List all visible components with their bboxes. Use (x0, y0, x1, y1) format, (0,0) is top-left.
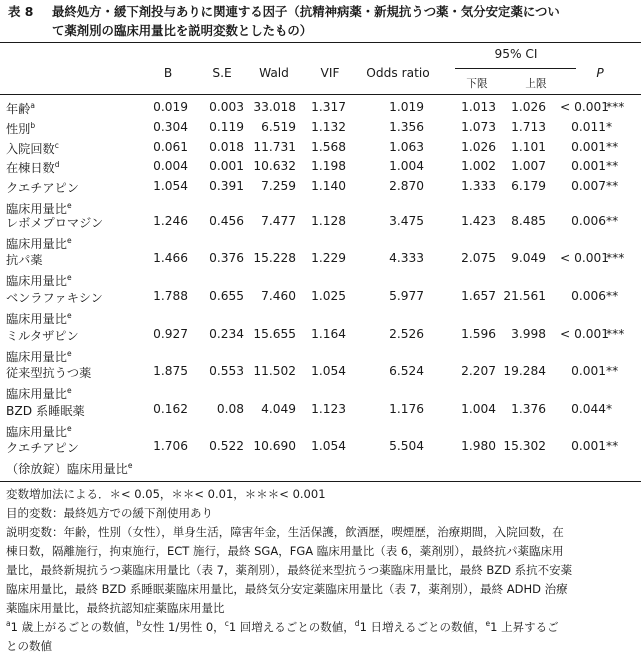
table-title (8, 2, 633, 40)
cell-upper: 1.026 (511, 100, 546, 114)
cell-upper: 8.485 (511, 214, 546, 228)
cell-vif: 1.128 (311, 214, 346, 228)
header-95ci: 95% CI (494, 47, 538, 61)
cell-upper: 3.998 (511, 327, 546, 341)
table-row (0, 179, 641, 216)
cell-p: 0.006** (571, 214, 619, 228)
cell-vif: 1.140 (311, 179, 346, 193)
cell-upper: 15.302 (503, 439, 546, 453)
variable-name-line-2: 臨床用量比$^e$ (6, 349, 72, 364)
note-explanatory-1: 説明変数：年齢，性別（女性），単身生活，障害年金，生活保護，飲酒歴，喫煙歴，治療期間，入院回数，在 (6, 525, 564, 539)
table-notes (6, 485, 636, 656)
cell-odds: 6.524 (389, 364, 424, 378)
ci-subrule (455, 68, 576, 69)
top-rule (0, 42, 641, 43)
variable-name: レボメプロマジン (6, 216, 104, 230)
variable-name: 年齢$^a$ (6, 101, 35, 116)
header-p: P (596, 66, 604, 80)
cell-odds: 3.475 (389, 214, 424, 228)
variable-name-line-2: 臨床用量比$^e$ (6, 424, 72, 439)
variable-name: クエチアピン (6, 441, 79, 455)
variable-name-line-2: 臨床用量比$^e$ (6, 311, 72, 326)
cell-b: 0.162 (153, 402, 188, 416)
variable-name: ミルタザピン (6, 329, 79, 343)
cell-wald: 33.018 (253, 100, 296, 114)
variable-name-line-2: 臨床用量比$^e$ (6, 273, 72, 288)
cell-b: 1.788 (153, 289, 188, 303)
cell-lower: 1.657 (461, 289, 496, 303)
variable-name-line-2: 臨床用量比$^e$ (6, 201, 72, 216)
cell-lower: 2.075 (461, 251, 496, 265)
cell-odds: 2.526 (389, 327, 424, 341)
note-explanatory-4: 臨床用量比，最終 BZD 系睡眠薬臨床用量比，最終気分安定薬臨床用量比（表 7，薬剤別），最終 ADHD 治療 (6, 582, 568, 596)
cell-odds: 5.504 (389, 439, 424, 453)
cell-b: 0.304 (153, 120, 188, 134)
cell-vif: 1.229 (311, 251, 346, 265)
cell-se: 0.456 (209, 214, 244, 228)
cell-lower: 1.596 (461, 327, 496, 341)
cell-se: 0.553 (209, 364, 244, 378)
variable-name-line-2: 臨床用量比$^e$ (6, 386, 72, 401)
header-upper: 上限 (525, 78, 547, 90)
header-b: B (163, 66, 173, 80)
cell-vif: 1.568 (311, 140, 346, 154)
header-rule (0, 94, 641, 95)
cell-lower: 2.207 (461, 364, 496, 378)
cell-odds: 1.004 (389, 159, 424, 173)
note-footnotes: $^a$1 歳上がるごとの数値，$^b$女性 1/男性 0，$^c$1 回増えるごとの数値，$^d$1 日増えるごとの数値，$^e$1 上昇するご (6, 619, 559, 634)
note-objective: 目的変数：最終処方での緩下剤使用あり (6, 506, 213, 520)
cell-lower: 1.980 (461, 439, 496, 453)
cell-wald: 10.690 (253, 439, 296, 453)
table-row (0, 140, 641, 160)
title-line-2: て薬剤別の臨床用量比を説明変数としたもの） (52, 23, 313, 38)
cell-vif: 1.054 (311, 364, 346, 378)
cell-vif: 1.132 (311, 120, 346, 134)
cell-odds: 1.356 (389, 120, 424, 134)
cell-vif: 1.317 (311, 100, 346, 114)
cell-b: 0.061 (153, 140, 188, 154)
cell-odds: 1.063 (389, 140, 424, 154)
cell-lower: 1.073 (461, 120, 496, 134)
cell-b: 1.706 (153, 439, 188, 453)
cell-se: 0.655 (209, 289, 244, 303)
note-explanatory-2: 棟日数，隔離施行，拘束施行，ECT 施行，最終 SGA，FGA 臨床用量比（表 6，薬剤別），最終抗パ薬臨床用 (6, 544, 564, 558)
variable-name: ベンラファキシン (6, 291, 103, 305)
cell-vif: 1.025 (311, 289, 346, 303)
cell-upper: 1.007 (511, 159, 546, 173)
header-wald: Wald (259, 66, 289, 80)
cell-lower: 1.333 (461, 179, 496, 193)
cell-b: 1.054 (153, 179, 188, 193)
header-odds-ratio: Odds ratio (366, 66, 430, 80)
cell-upper: 6.179 (511, 179, 546, 193)
cell-p: 0.006** (571, 289, 619, 303)
cell-p: < 0.001*** (560, 100, 625, 114)
table-row (0, 289, 641, 326)
variable-name: 入院回数$^c$ (6, 141, 59, 156)
cell-b: 0.927 (153, 327, 188, 341)
cell-upper: 1.376 (511, 402, 546, 416)
cell-se: 0.234 (209, 327, 244, 341)
variable-name: 従来型抗うつ薬 (6, 366, 92, 380)
table-row (0, 100, 641, 120)
cell-se: 0.522 (209, 439, 244, 453)
table-number: 表 8 (8, 4, 34, 19)
cell-vif: 1.198 (311, 159, 346, 173)
cell-vif: 1.164 (311, 327, 346, 341)
cell-wald: 4.049 (261, 402, 296, 416)
cell-lower: 1.026 (461, 140, 496, 154)
cell-p: 0.011* (571, 120, 613, 134)
note-explanatory-5: 薬臨床用量比，最終抗認知症薬臨床用量比 (6, 601, 225, 615)
variable-name: 性別$^b$ (6, 121, 36, 136)
cell-p: 0.001** (571, 159, 619, 173)
cell-b: 1.875 (153, 364, 188, 378)
title-line-1: 最終処方・緩下剤投与ありに関連する因子（抗精神病薬・新規抗うつ薬・気分安定薬につい (52, 4, 560, 19)
cell-odds: 1.176 (389, 402, 424, 416)
variable-name: 抗パ薬 (6, 253, 43, 267)
cell-wald: 10.632 (253, 159, 296, 173)
cell-se: 0.018 (209, 140, 244, 154)
table-row (0, 120, 641, 140)
cell-wald: 7.259 (261, 179, 296, 193)
header-lower: 下限 (466, 78, 488, 90)
cell-lower: 1.013 (461, 100, 496, 114)
cell-odds: 5.977 (389, 289, 424, 303)
cell-b: 0.004 (153, 159, 188, 173)
header-vif: VIF (320, 66, 340, 80)
cell-p: 0.001** (571, 439, 619, 453)
table-row (0, 159, 641, 179)
cell-b: 1.466 (153, 251, 188, 265)
cell-upper: 1.101 (511, 140, 546, 154)
cell-wald: 7.460 (261, 289, 296, 303)
cell-se: 0.376 (209, 251, 244, 265)
table-row (0, 251, 641, 288)
cell-wald: 15.228 (253, 251, 296, 265)
cell-odds: 1.019 (389, 100, 424, 114)
table-row (0, 364, 641, 401)
cell-se: 0.08 (216, 402, 244, 416)
cell-upper: 9.049 (511, 251, 546, 265)
cell-vif: 1.054 (311, 439, 346, 453)
variable-name: 在棟日数$^d$ (6, 160, 60, 175)
cell-p: < 0.001*** (560, 327, 625, 341)
variable-name-line-2: 臨床用量比$^e$ (6, 236, 72, 251)
cell-wald: 11.502 (253, 364, 296, 378)
note-explanatory-3: 量比，最終新規抗うつ薬臨床用量比（表 7，薬剤別），最終従来型抗うつ薬臨床用量比，最終 BZD 系抗不安薬 (6, 563, 573, 577)
cell-se: 0.001 (209, 159, 244, 173)
cell-upper: 21.561 (503, 289, 546, 303)
cell-upper: 19.284 (503, 364, 546, 378)
cell-wald: 6.519 (261, 120, 296, 134)
cell-p: < 0.001*** (560, 251, 625, 265)
table-row (0, 402, 641, 439)
table-row (0, 439, 641, 476)
table-row (0, 327, 641, 364)
cell-se: 0.119 (209, 120, 244, 134)
variable-name: クエチアピン (6, 181, 79, 195)
variable-name: BZD 系睡眠薬 (6, 404, 85, 418)
cell-p: 0.001** (571, 364, 619, 378)
cell-p: 0.044* (571, 402, 613, 416)
header-se: S.E (212, 66, 232, 80)
bottom-rule (0, 481, 641, 482)
cell-p: 0.001** (571, 140, 619, 154)
note-footnotes-cont: との数値 (6, 639, 52, 653)
cell-lower: 1.423 (461, 214, 496, 228)
cell-upper: 1.713 (511, 120, 546, 134)
cell-p: 0.007** (571, 179, 619, 193)
table-row (0, 214, 641, 251)
cell-odds: 2.870 (389, 179, 424, 193)
cell-lower: 1.004 (461, 402, 496, 416)
cell-wald: 11.731 (253, 140, 296, 154)
cell-odds: 4.333 (389, 251, 424, 265)
cell-vif: 1.123 (311, 402, 346, 416)
cell-wald: 15.655 (253, 327, 296, 341)
cell-se: 0.391 (209, 179, 244, 193)
cell-wald: 7.477 (261, 214, 296, 228)
note-method: 変数増加法による．＊< 0.05，＊＊< 0.01，＊＊＊< 0.001 (6, 487, 326, 501)
cell-se: 0.003 (209, 100, 244, 114)
variable-name-line-2: （徐放錠）臨床用量比$^e$ (6, 461, 133, 476)
cell-lower: 1.002 (461, 159, 496, 173)
cell-b: 0.019 (153, 100, 188, 114)
cell-b: 1.246 (153, 214, 188, 228)
